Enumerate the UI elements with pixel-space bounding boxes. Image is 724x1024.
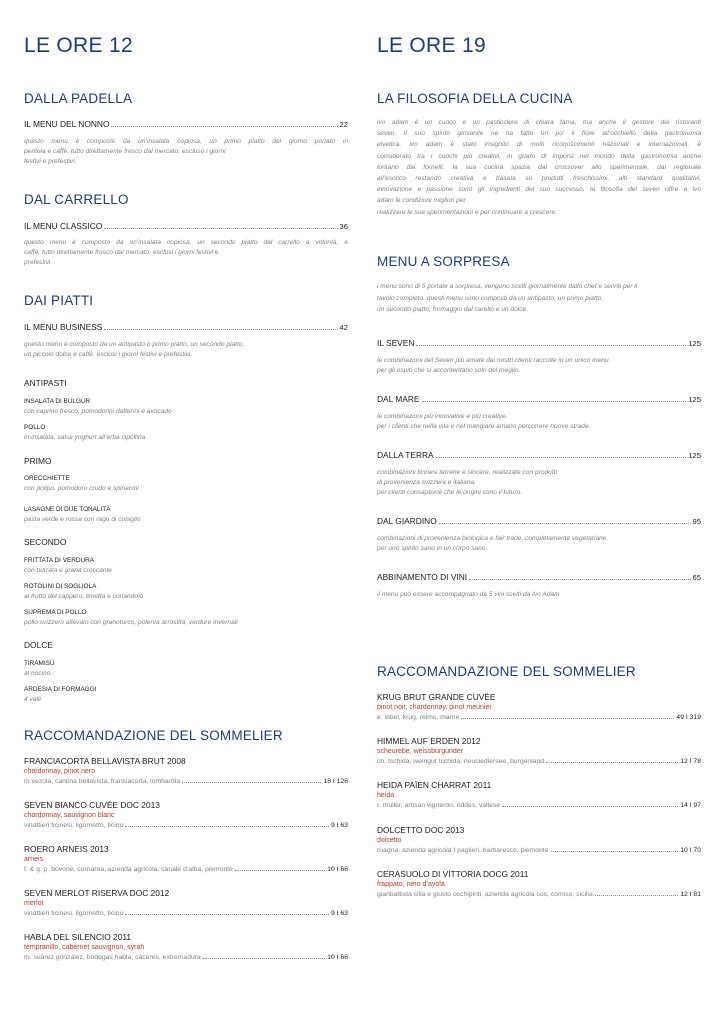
dish-name: SUPREMA DI POLLO	[24, 609, 87, 616]
dish-desc: con caprino fresco, pomodorini datterini e avocado	[24, 408, 172, 415]
wine-name: SEVEN BIANCO CUVÉE DOC 2013	[24, 800, 160, 810]
lunch-title: LE ORE 12	[24, 34, 133, 57]
padella-heading: DALLA PADELLA	[24, 91, 133, 106]
wine-producer-row	[24, 866, 348, 873]
wine-price: 12 I 78	[680, 758, 701, 765]
menu-classico-row	[24, 221, 348, 231]
wine-name: KRUG BRUT GRANDE CUVÉE	[377, 692, 496, 702]
dish-name: INSALATA DI BULGUR	[24, 398, 91, 405]
dish-desc: 4 valli	[24, 696, 41, 703]
wine-price: 18 I 126	[323, 778, 348, 785]
menu-name: DAL MARE	[377, 394, 420, 404]
leader-dots	[422, 400, 687, 402]
wine-producer-row	[377, 802, 701, 809]
course-antipasti: ANTIPASTI	[24, 378, 67, 388]
desc-line: pentola e caffè. tutto direttamente fresco dal mercato. escluso i giorni	[24, 148, 226, 155]
wine-producer: vinattieri ticinesi, ligornetto, ticino	[24, 910, 124, 917]
leader-dots	[436, 456, 687, 458]
text-line: tavolo completo. questi menu sono composti da un antipasto, un primo piatto,	[377, 294, 604, 302]
leader-dots	[111, 125, 337, 127]
wine-name: SEVEN MERLOT RISERVA DOC 2012	[24, 888, 170, 898]
wine-grapes: chardonnay, sauvignon blanc	[24, 812, 115, 819]
wine-producer-row	[377, 714, 701, 721]
wine-producer: f. & g. p. bovone, cornarea, azienda agricola, canale d’alba, piemonte	[24, 866, 233, 873]
desc-line: caffè, tutto direttamente fresco dal mercato, esclusi i giorni festivi e	[24, 249, 219, 256]
menu-name: DALLA TERRA	[377, 450, 434, 460]
wine-name: HEIDA PAÏEN CHARRAT 2011	[377, 780, 492, 790]
leader-dots	[235, 869, 325, 871]
leader-dots	[125, 825, 329, 827]
wine-producer: e. lebel, krug, reims, marne	[377, 714, 460, 721]
text-line: elvetica. ivo adam è stato insignito di molti riconoscimenti nazionali e internazionali. è	[377, 141, 701, 149]
menu-nonno-row	[24, 119, 348, 129]
text-line: seven. il suo spirito giovanile ne ha fatto un po’ il fiore all’occhiello della gastronomia	[377, 130, 701, 138]
dish-name: ARDESIA DI FORMAGGI	[24, 686, 97, 693]
dish-name: ORECCHIETTE	[24, 475, 70, 482]
wine-price: 49 I 319	[676, 714, 701, 721]
menu-price: 125	[688, 451, 701, 460]
wine-price: 10 I 66	[327, 866, 348, 873]
menu-price: 95	[692, 517, 701, 526]
menu-vini-row	[377, 572, 701, 582]
leader-dots	[461, 717, 674, 719]
dish-desc: con burrata e grana croccante	[24, 567, 112, 574]
menu-price: 65	[692, 573, 701, 582]
menu-price: 125	[688, 339, 701, 348]
menu-classico-price: 36	[339, 222, 348, 231]
course-primo: PRIMO	[24, 456, 52, 466]
wine-name: HIMMEL AUF ERDEN 2012	[377, 736, 481, 746]
leader-dots	[182, 781, 321, 783]
text-line: un secondo piatto, formaggio dal carello e un dolce.	[377, 306, 529, 313]
desc-line: questo menu è composto da un’insalata copiosa, un primo piatto del giorno portato in	[24, 138, 348, 145]
wine-price: 10 I 66	[327, 954, 348, 961]
desc-line: per uno spirito sano in un corpo sano.	[377, 545, 488, 552]
wine-name: ROERO ARNEIS 2013	[24, 844, 109, 854]
wine-producer: m.vezola, cantina bellavista, franciacorta, lombardia	[24, 778, 181, 785]
sommelier-heading-dinner: RACCOMANDAZIONE DEL SOMMELIER	[377, 664, 636, 679]
wine-grapes: frappato, nero d’avola	[377, 881, 445, 888]
sorpresa-intro	[377, 281, 701, 316]
text-line: ivo adam è un cuoco e un pasticciere di chiara fama, ma anche il gestore dei ristoranti	[377, 119, 701, 126]
wine-grapes: heida	[377, 792, 395, 799]
menu-nonno-desc	[24, 137, 348, 167]
text-line: lontano dai fornelli. la sua cucina spazia dal crossover allo sperimentale, dal regionale	[377, 163, 701, 171]
menu-mare-desc	[377, 412, 701, 432]
menu-business-row	[24, 322, 348, 332]
dish-desc: pollo svizzero allevato con granoturco, polenta arrostita, verdure invernali	[24, 619, 238, 626]
text-line: all’esotico restando creativa e basata su prodotti freschissimi. alti standard qualitativi.	[377, 175, 701, 183]
wine-price: 12 I 81	[680, 891, 701, 898]
text-line: innovazione e passione sono gli ingredienti del suo successo. la filosofia del seven offre a ivo	[377, 186, 701, 194]
desc-line: le combinazioni più innovative e più creative.	[377, 413, 508, 420]
course-dolce: DOLCE	[24, 640, 53, 650]
menu-name: DAL GIARDINO	[377, 516, 437, 526]
sorpresa-heading: MENU A SORPRESA	[377, 254, 510, 269]
filosofia-text	[377, 117, 701, 218]
wine-producer: ch. tschida, weingut tschida, neusiedlersee, burgenland	[377, 758, 545, 765]
text-line: i menu sono di 5 portate a sorpresa, vengono scelti giornalmente dallo chef e serviti per il	[377, 283, 638, 290]
desc-line: questo menu è composto da un antipasto o primo piatto, un secondo piatto,	[24, 341, 245, 348]
wine-grapes: chardonnay, pinot nero	[24, 768, 96, 775]
wine-grapes: tempranillo, cabernet sauvignon, syrah	[24, 944, 145, 951]
carrello-heading: DAL CARRELLO	[24, 192, 129, 207]
menu-giardino-row	[377, 516, 701, 526]
dish-desc: al frutto del cappero, limetta e coriandolo	[24, 593, 144, 600]
leader-dots	[203, 957, 325, 959]
menu-name: IL SEVEN	[377, 338, 415, 348]
menu-price: 125	[688, 395, 701, 404]
menu-classico-desc	[24, 238, 348, 268]
wine-grapes: merlot	[24, 900, 44, 907]
menu-terra-desc	[377, 468, 701, 498]
wine-producer-row	[377, 758, 701, 765]
wine-price: 9 I 63	[330, 822, 348, 829]
menu-seven-desc	[377, 356, 701, 376]
dish-name: FRITTATA DI VERDURA	[24, 557, 94, 564]
menu-business-desc	[24, 340, 348, 360]
text-line: realizzare le sue sperimentazioni e per continuare a crescere.	[377, 208, 557, 216]
leader-dots	[469, 578, 690, 580]
desc-line: il menu può essere accompagnato da 5 vini scelti da Ivo Adam	[377, 591, 560, 598]
wine-producer-row	[24, 822, 348, 829]
desc-line: combinazioni ticinesi terrene e sincere, realizzate con prodotti	[377, 469, 557, 476]
wine-name: DOLCETTO DOC 2013	[377, 825, 465, 835]
wine-price: 10 I 70	[680, 847, 701, 854]
wine-producer: r. müller, artisan vigneron, riddes, vallese	[377, 802, 501, 809]
dish-desc: in insalata, salsa yoghurt all’erba cipollina	[24, 434, 146, 441]
filosofia-heading: LA FILOSOFIA DELLA CUCINA	[377, 91, 573, 106]
wine-producer: m. suárez gonzález, bodegas habla, cáceres, extremadura	[24, 954, 201, 961]
leader-dots	[439, 522, 691, 524]
desc-line: un piccolo dolce e caffè. esclusi i giorni festivi e prefestivi.	[24, 351, 193, 358]
wine-producer: vinattieri ticinesi, ligornetto, ticino	[24, 822, 124, 829]
dish-name: LASAGNE DI DUE TONALITÀ	[24, 506, 111, 513]
dish-name: POLLO	[24, 424, 46, 431]
wine-grapes: arneis	[24, 856, 44, 863]
wine-name: HABLA DEL SILENCIO 2011	[24, 932, 132, 942]
desc-line: per i clienti che nella vita e nel mangiare amano percorrere nuove strade.	[377, 423, 591, 430]
wine-grapes: pinot noir, chardonnay, pinot meunier	[377, 704, 492, 711]
text-line: considerato tra i cuochi più creativi, in grado di imporsi nel mondo della gastronomia anche	[377, 152, 701, 160]
leader-dots	[502, 805, 678, 807]
desc-line: combinazioni di provenienza biologica e fair trade, completamente vegetariane.	[377, 535, 609, 542]
leader-dots	[104, 227, 337, 229]
desc-line: di provenienza svizzera e italiana.	[377, 479, 476, 486]
desc-line: festivi e prefestivi.	[24, 158, 77, 165]
wine-grapes: dolcetto	[377, 837, 402, 844]
wine-price: 9 I 63	[330, 910, 348, 917]
course-secondo: SECONDO	[24, 537, 67, 547]
leader-dots	[416, 344, 686, 346]
menu-mare-row	[377, 394, 701, 404]
wine-producer: gianbattista cilia e giusto occhipinti, azienda agricola cos, comiso, sicilia	[377, 891, 593, 898]
desc-line: per clienti consapevoli che le origini sono il futuro.	[377, 489, 523, 496]
wine-producer-row	[377, 847, 701, 854]
desc-line: per gli ospiti che si accontentano solo del meglio.	[377, 367, 521, 374]
menu-business-price: 42	[339, 323, 348, 332]
wine-producer-row	[24, 778, 348, 785]
desc-line: le combinazioni del Seven più amate dai nostri clienti raccolte in un unico menu.	[377, 357, 611, 364]
dish-desc: al nocino	[24, 670, 51, 677]
leader-dots	[546, 761, 678, 763]
leader-dots	[551, 850, 679, 852]
leader-dots	[595, 894, 678, 896]
dish-name: TIRAMISÙ	[24, 660, 55, 667]
desc-line: prefestivi.	[24, 259, 53, 266]
wine-producer-row	[24, 954, 348, 961]
wine-producer-row	[377, 891, 701, 898]
wine-price: 14 I 97	[680, 802, 701, 809]
wine-producer-row	[24, 910, 348, 917]
menu-nonno-price: 22	[339, 120, 348, 129]
leader-dots	[125, 913, 329, 915]
wine-grapes: scheurebe, weissburgunder	[377, 748, 463, 755]
desc-line: questo menu è composto da un’insalata copiosa, un secondo piatto dal carrello a volontà, e	[24, 239, 348, 246]
dish-desc: pasta verde e rossa con ragù di coniglio	[24, 516, 141, 523]
menu-terra-row	[377, 450, 701, 460]
piatti-heading: DAI PIATTI	[24, 293, 94, 308]
menu-seven-row	[377, 338, 701, 348]
menu-business-name: IL MENU BUSINESS	[24, 322, 103, 332]
menu-nonno-name: IL MENU DEL NONNO	[24, 119, 110, 129]
sommelier-heading-lunch: RACCOMANDAZIONE DEL SOMMELIER	[24, 728, 283, 743]
menu-classico-name: IL MENU CLASSICO	[24, 221, 103, 231]
dish-name: ROTOLINI DI SOGLIOLA	[24, 583, 97, 590]
menu-name: ABBINAMENTO DI VINI	[377, 572, 468, 582]
menu-giardino-desc	[377, 534, 701, 554]
wine-producer: roagna, azienda agricola I paglieri, barbaresco, piemonte	[377, 847, 549, 854]
wine-name: CERASUOLO DI VITTORIA DOCG 2011	[377, 869, 529, 879]
dinner-title: LE ORE 19	[377, 34, 486, 57]
wine-name: FRANCIACORTA BELLAVISTA BRUT 2008	[24, 756, 186, 766]
menu-vini-desc	[377, 590, 701, 600]
text-line: adam le condizioni migliori per	[377, 197, 466, 205]
leader-dots	[104, 328, 337, 330]
dish-desc: con polipo, pomodoro crudo e spinacini	[24, 485, 139, 492]
